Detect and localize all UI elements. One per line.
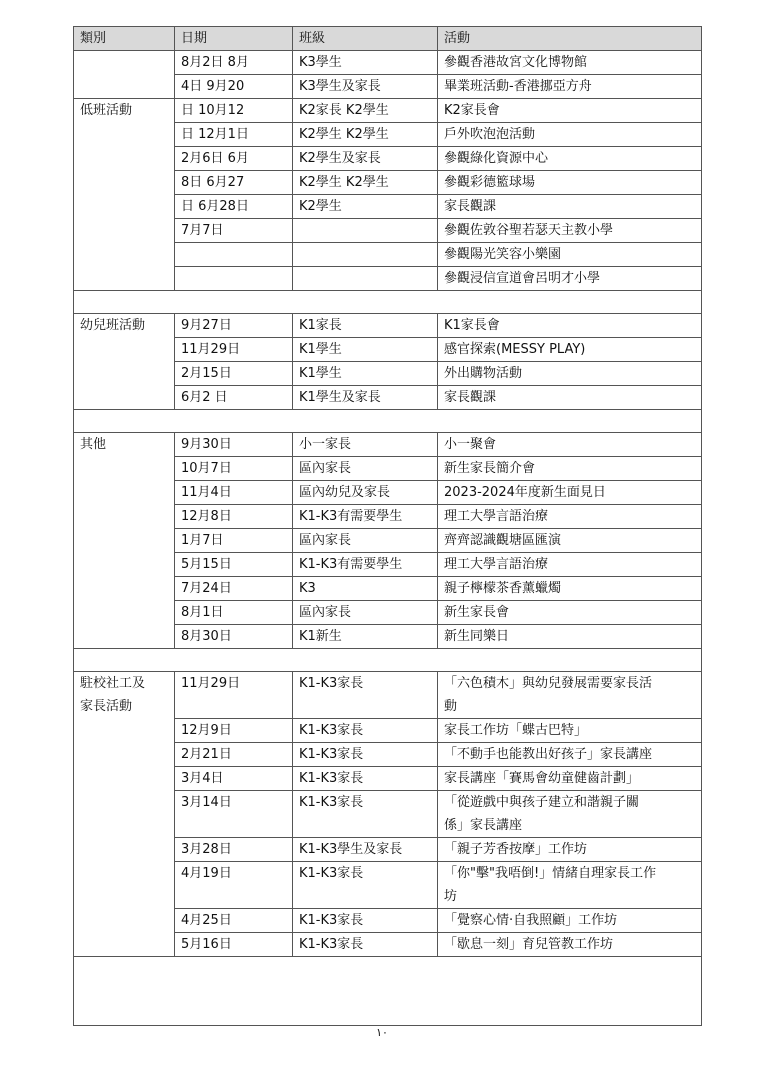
activity-cell: 理工大學言語治療 — [438, 553, 702, 577]
activity-cell: 理工大學言語治療 — [438, 505, 702, 529]
spacer-row — [74, 410, 702, 433]
class-cell: K1-K3家長 — [293, 743, 438, 767]
date-cell: 2月21日 — [175, 743, 293, 767]
date-cell: 5月16日 — [175, 933, 293, 957]
activity-cell — [438, 862, 702, 909]
date-cell: 7月7日 — [175, 219, 293, 243]
date-cell — [175, 243, 293, 267]
activity-line: 「從遊戲中與孩子建立和諧親子關 — [444, 795, 640, 810]
activity-cell: 參觀綠化資源中心 — [438, 147, 702, 171]
table-row — [74, 314, 702, 338]
activity-cell: K1家長會 — [438, 314, 702, 338]
date-cell: 5月15日 — [175, 553, 293, 577]
activity-cell: 2023-2024年度新生面見日 — [438, 481, 702, 505]
class-cell: 區內家長 — [293, 601, 438, 625]
date-cell: 9月27日 — [175, 314, 293, 338]
class-cell: K1-K3有需要學生 — [293, 553, 438, 577]
date-cell: 日 12月1日 — [175, 123, 293, 147]
activity-line: 「六色積木」與幼兒發展需要家長活 — [444, 676, 653, 691]
spacer-cell — [74, 649, 702, 672]
class-cell: 小一家長 — [293, 433, 438, 457]
category-cell: 其他 — [74, 433, 175, 649]
page-number: ١٠ — [376, 1026, 388, 1039]
class-cell — [293, 267, 438, 291]
class-cell: K1-K3家長 — [293, 672, 438, 719]
date-cell: 4日 9月20 — [175, 75, 293, 99]
class-cell: K2學生及家長 — [293, 147, 438, 171]
blank-cell — [74, 957, 702, 1026]
spacer-row — [74, 291, 702, 314]
date-cell: 日 6月28日 — [175, 195, 293, 219]
header-category: 類別 — [74, 27, 175, 51]
class-cell: K1-K3家長 — [293, 862, 438, 909]
date-cell: 4月19日 — [175, 862, 293, 909]
date-cell: 12月8日 — [175, 505, 293, 529]
activity-cell: 親子檸檬茶香薰蠟燭 — [438, 577, 702, 601]
activities-table — [73, 26, 702, 1026]
activity-cell: 戶外吹泡泡活動 — [438, 123, 702, 147]
spacer-cell — [74, 291, 702, 314]
date-cell: 4月25日 — [175, 909, 293, 933]
class-cell: 區內家長 — [293, 457, 438, 481]
date-cell: 8月1日 — [175, 601, 293, 625]
activity-cell: 感官探索(MESSY PLAY) — [438, 338, 702, 362]
class-cell: K1學生 — [293, 338, 438, 362]
class-cell: K2家長 K2學生 — [293, 99, 438, 123]
date-cell: 8日 6月27 — [175, 171, 293, 195]
spacer-cell — [74, 410, 702, 433]
activity-line: 係」家長講座 — [444, 818, 523, 833]
date-cell: 1月7日 — [175, 529, 293, 553]
header-date: 日期 — [175, 27, 293, 51]
date-cell: 3月28日 — [175, 838, 293, 862]
activity-cell: 家長講座「賽馬會幼童健齒計劃」 — [438, 767, 702, 791]
category-cell — [74, 51, 175, 99]
class-cell — [293, 243, 438, 267]
table-row — [74, 672, 702, 719]
category-line: 駐校社工及 — [80, 676, 146, 691]
activity-cell: 新生家長會 — [438, 601, 702, 625]
activity-cell: 家長觀課 — [438, 195, 702, 219]
activity-cell: 參觀香港故宮文化博物館 — [438, 51, 702, 75]
date-cell: 8月2日 8月 — [175, 51, 293, 75]
activity-cell: 「親子芳香按摩」工作坊 — [438, 838, 702, 862]
class-cell: K3學生及家長 — [293, 75, 438, 99]
activity-cell: 外出購物活動 — [438, 362, 702, 386]
activity-cell: 小一聚會 — [438, 433, 702, 457]
category-line: 家長活動 — [80, 699, 133, 714]
table-row — [74, 433, 702, 457]
date-cell: 2月6日 6月 — [175, 147, 293, 171]
date-cell: 10月7日 — [175, 457, 293, 481]
date-cell: 6月2 日 — [175, 386, 293, 410]
class-cell: K1新生 — [293, 625, 438, 649]
class-cell: K1學生及家長 — [293, 386, 438, 410]
activity-line: 動 — [444, 699, 458, 714]
activity-cell — [438, 791, 702, 838]
activity-cell: 「覺察心情‧自我照顧」工作坊 — [438, 909, 702, 933]
activity-cell — [438, 672, 702, 719]
date-cell: 2月15日 — [175, 362, 293, 386]
date-cell: 3月4日 — [175, 767, 293, 791]
activity-cell: 「歇息一刻」育兒管教工作坊 — [438, 933, 702, 957]
activity-line: 坊 — [444, 889, 458, 904]
class-cell: K3學生 — [293, 51, 438, 75]
category-cell: 低班活動 — [74, 99, 175, 291]
activity-cell: 參觀佐敦谷聖若瑟天主教小學 — [438, 219, 702, 243]
activity-cell: 參觀陽光笑容小樂園 — [438, 243, 702, 267]
date-cell — [175, 267, 293, 291]
class-cell: K1-K3學生及家長 — [293, 838, 438, 862]
date-cell: 11月29日 — [175, 338, 293, 362]
activity-cell: 家長工作坊「蝶古巴特」 — [438, 719, 702, 743]
class-cell: K1-K3家長 — [293, 719, 438, 743]
activity-cell: 參觀浸信宣道會呂明才小學 — [438, 267, 702, 291]
date-cell: 8月30日 — [175, 625, 293, 649]
class-cell: K1-K3家長 — [293, 933, 438, 957]
header-row — [74, 27, 702, 51]
class-cell: K1家長 — [293, 314, 438, 338]
class-cell: K2學生 K2學生 — [293, 123, 438, 147]
date-cell: 9月30日 — [175, 433, 293, 457]
date-cell: 11月29日 — [175, 672, 293, 719]
date-cell: 11月4日 — [175, 481, 293, 505]
header-class: 班級 — [293, 27, 438, 51]
category-cell: 幼兒班活動 — [74, 314, 175, 410]
class-cell: 區內家長 — [293, 529, 438, 553]
class-cell: K1-K3家長 — [293, 909, 438, 933]
activity-cell: 「不動手也能教出好孩子」家長講座 — [438, 743, 702, 767]
class-cell: K2學生 — [293, 195, 438, 219]
header-activity: 活動 — [438, 27, 702, 51]
blank-row — [74, 957, 702, 1026]
activity-cell: 家長觀課 — [438, 386, 702, 410]
activity-cell: 齊齊認識觀塘區匯演 — [438, 529, 702, 553]
activity-cell: K2家長會 — [438, 99, 702, 123]
class-cell: K1-K3家長 — [293, 767, 438, 791]
class-cell: 區內幼兒及家長 — [293, 481, 438, 505]
class-cell: K1-K3家長 — [293, 791, 438, 838]
activity-line: 「你"擊"我唔倒!」情緒自理家長工作 — [444, 866, 657, 881]
date-cell: 12月9日 — [175, 719, 293, 743]
date-cell: 日 10月12 — [175, 99, 293, 123]
activity-cell: 新生家長簡介會 — [438, 457, 702, 481]
class-cell: K1-K3有需要學生 — [293, 505, 438, 529]
date-cell: 7月24日 — [175, 577, 293, 601]
table-row — [74, 99, 702, 123]
date-cell: 3月14日 — [175, 791, 293, 838]
category-cell — [74, 672, 175, 957]
activity-cell: 參觀彩德籃球場 — [438, 171, 702, 195]
activity-cell: 畢業班活動-香港挪亞方舟 — [438, 75, 702, 99]
class-cell — [293, 219, 438, 243]
class-cell: K2學生 K2學生 — [293, 171, 438, 195]
spacer-row — [74, 649, 702, 672]
class-cell: K3 — [293, 577, 438, 601]
table-row — [74, 51, 702, 75]
class-cell: K1學生 — [293, 362, 438, 386]
activity-cell: 新生同樂日 — [438, 625, 702, 649]
